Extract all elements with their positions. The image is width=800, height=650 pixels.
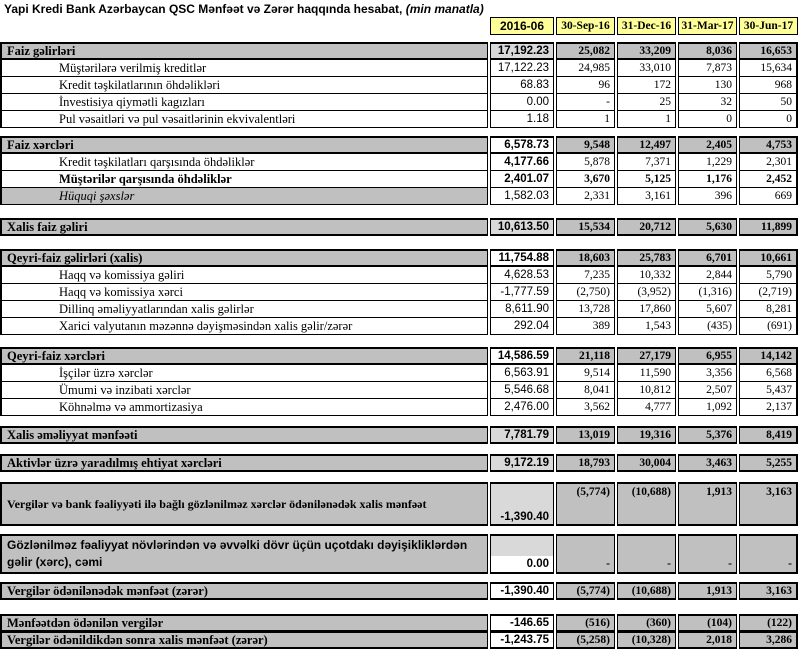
value-cell: (3,952) [617, 283, 676, 301]
value-cell: 2,405 [678, 136, 737, 154]
value-cell: 1,913 [678, 482, 737, 526]
value-cell: 3,356 [678, 364, 737, 382]
table-row [0, 283, 798, 301]
value-cell: 4,777 [617, 398, 676, 416]
value-cell: 15,534 [556, 218, 615, 236]
value-cell: 0.00 [490, 534, 554, 574]
value-cell: 11,590 [617, 364, 676, 382]
table-row [0, 266, 798, 284]
row-label: Haqq və komissiya xərci [0, 283, 488, 301]
value-cell: 7,873 [678, 59, 737, 77]
table-row [0, 249, 798, 267]
row-label: Pul vəsaitləri və pul vəsaitlərinin ekvivalentləri [0, 110, 488, 128]
section-gap [0, 444, 798, 454]
table-row [0, 93, 798, 111]
row-label: Xarici valyutanın məzənnə dəyişməsindən xalis gəlir/zərər [0, 317, 488, 335]
value-cell: 19,316 [617, 426, 676, 444]
value-cell: 4,177.66 [490, 153, 554, 171]
table-row [0, 170, 798, 188]
value-cell: 1,229 [678, 153, 737, 171]
value-cell: 292.04 [490, 317, 554, 335]
value-cell: 1,092 [678, 398, 737, 416]
table-row [0, 187, 798, 205]
section-gap [0, 600, 798, 614]
value-cell: 2,476.00 [490, 398, 554, 416]
section-gap [0, 128, 798, 136]
row-label: İnvestisiya qiymətli kagızları [0, 93, 488, 111]
value-cell: 11,754.88 [490, 249, 554, 267]
value-cell: 33,010 [617, 59, 676, 77]
value-cell: 1 [617, 110, 676, 128]
value-cell: (435) [678, 317, 737, 335]
value-cell: 3,161 [617, 187, 676, 205]
table-row [0, 582, 798, 600]
value-cell: 9,514 [556, 364, 615, 382]
table-row [0, 534, 798, 574]
section-gap [0, 526, 798, 534]
value-cell: -1,777.59 [490, 283, 554, 301]
table-row [0, 136, 798, 154]
value-cell: 18,603 [556, 249, 615, 267]
row-label: Faiz gəlirləri [0, 42, 488, 60]
table-row [0, 398, 798, 416]
row-label: Aktivlər üzrə yaradılmış ehtiyat xərcləri [0, 454, 488, 472]
report-table [0, 42, 800, 649]
row-label: Müştərilər qarşısında öhdəliklər [0, 170, 488, 188]
value-cell: 4,628.53 [490, 266, 554, 284]
value-cell: 8,611.90 [490, 300, 554, 318]
value-cell: 13,728 [556, 300, 615, 318]
value-cell: 1,543 [617, 317, 676, 335]
table-row [0, 76, 798, 94]
value-cell: 130 [678, 76, 737, 94]
value-cell: 3,463 [678, 454, 737, 472]
value-cell: 68.83 [490, 76, 554, 94]
value-cell: 7,235 [556, 266, 615, 284]
value-cell: 16,653 [739, 42, 798, 60]
section-gap [0, 335, 798, 347]
value-cell: 14,142 [739, 347, 798, 365]
value-cell: 25,783 [617, 249, 676, 267]
value-cell: 3,163 [739, 482, 798, 526]
value-cell: 5,607 [678, 300, 737, 318]
value-cell: 24,985 [556, 59, 615, 77]
value-cell: 6,955 [678, 347, 737, 365]
value-cell: (691) [739, 317, 798, 335]
value-cell: -146.65 [490, 614, 554, 632]
value-cell: 9,548 [556, 136, 615, 154]
value-cell: 6,568 [739, 364, 798, 382]
table-row [0, 364, 798, 382]
row-label: Haqq və komissiya gəliri [0, 266, 488, 284]
value-cell: 6,563.91 [490, 364, 554, 382]
value-cell: 50 [739, 93, 798, 111]
table-row [0, 482, 798, 526]
value-cell: 17,860 [617, 300, 676, 318]
row-label: Xalis faiz gəliri [0, 218, 488, 236]
table-row [0, 110, 798, 128]
table-row [0, 426, 798, 444]
value-cell: 968 [739, 76, 798, 94]
row-label: Mənfəətdən ödənilən vergilər [0, 614, 488, 632]
period-header-cell: 31-Dec-16 [617, 17, 676, 35]
value-cell: 0 [739, 110, 798, 128]
value-cell: 25,082 [556, 42, 615, 60]
value-cell: 2,401.07 [490, 170, 554, 188]
value-cell: 3,286 [739, 631, 798, 649]
value-cell: 0 [678, 110, 737, 128]
value-cell: 5,546.68 [490, 381, 554, 399]
value-cell: 8,036 [678, 42, 737, 60]
row-label: Kredit təşkilatları qarşısında öhdəliklər [0, 153, 488, 171]
row-label: Xalis əməliyyat mənfəəti [0, 426, 488, 444]
value-cell: 14,586.59 [490, 347, 554, 365]
row-label: İşçilər üzrə xərclər [0, 364, 488, 382]
row-label: Faiz xərcləri [0, 136, 488, 154]
value-cell: 0.00 [490, 93, 554, 111]
value-cell: (10,688) [617, 582, 676, 600]
value-cell: 10,812 [617, 381, 676, 399]
value-cell: 27,179 [617, 347, 676, 365]
value-cell: 8,419 [739, 426, 798, 444]
table-row [0, 59, 798, 77]
value-cell: 7,371 [617, 153, 676, 171]
value-cell: (122) [739, 614, 798, 632]
value-cell: 1,176 [678, 170, 737, 188]
table-row [0, 614, 798, 632]
value-cell: (10,688) [617, 482, 676, 526]
value-cell: 2,452 [739, 170, 798, 188]
value-cell: 32 [678, 93, 737, 111]
table-row [0, 631, 798, 649]
value-cell: 172 [617, 76, 676, 94]
table-row [0, 218, 798, 236]
value-cell: 18,793 [556, 454, 615, 472]
value-cell: 10,661 [739, 249, 798, 267]
value-cell: 8,041 [556, 381, 615, 399]
value-cell: (516) [556, 614, 615, 632]
value-cell: (2,719) [739, 283, 798, 301]
value-cell: (5,258) [556, 631, 615, 649]
value-cell: 96 [556, 76, 615, 94]
value-cell: 2,301 [739, 153, 798, 171]
value-cell: 7,781.79 [490, 426, 554, 444]
table-row [0, 347, 798, 365]
value-cell: 5,630 [678, 218, 737, 236]
value-cell: 1 [556, 110, 615, 128]
value-cell: 5,376 [678, 426, 737, 444]
value-cell: (360) [617, 614, 676, 632]
value-cell: 5,790 [739, 266, 798, 284]
period-header-cell: 2016-06 [490, 17, 554, 35]
section-gap [0, 472, 798, 482]
value-cell: -1,390.40 [490, 582, 554, 600]
value-cell: - [739, 534, 798, 574]
value-cell: 5,437 [739, 381, 798, 399]
value-cell: 3,163 [739, 582, 798, 600]
value-cell: 389 [556, 317, 615, 335]
report-title [0, 0, 800, 17]
row-label: Vergilər və bank fəaliyyəti ilə bağlı gözlənilməz xərclər ödənilənədək xalis mənfəət [0, 482, 488, 526]
value-cell: 6,578.73 [490, 136, 554, 154]
value-cell: 8,281 [739, 300, 798, 318]
value-cell: 10,613.50 [490, 218, 554, 236]
header-spacer [0, 17, 488, 35]
value-cell: 13,019 [556, 426, 615, 444]
period-header-cell: 30-Sep-16 [556, 17, 615, 35]
row-label: Qeyri-faiz xərcləri [0, 347, 488, 365]
section-gap [0, 236, 798, 249]
table-row [0, 300, 798, 318]
value-cell: 15,634 [739, 59, 798, 77]
section-gap [0, 205, 798, 218]
value-cell: 17,122.23 [490, 59, 554, 77]
value-cell: 20,712 [617, 218, 676, 236]
value-cell: 3,670 [556, 170, 615, 188]
table-row [0, 42, 798, 60]
value-cell: 2,844 [678, 266, 737, 284]
value-cell: 1.18 [490, 110, 554, 128]
value-cell: 30,004 [617, 454, 676, 472]
section-gap [0, 574, 798, 582]
row-label: Hüquqi şəxslər [0, 187, 488, 205]
row-label: Ümumi və inzibati xərclər [0, 381, 488, 399]
value-cell: 5,125 [617, 170, 676, 188]
value-cell: 17,192.23 [490, 42, 554, 60]
value-cell: 5,878 [556, 153, 615, 171]
report-unit-note: (min manatla) [405, 2, 484, 16]
value-cell: 2,507 [678, 381, 737, 399]
value-cell: 5,255 [739, 454, 798, 472]
value-cell: (2,750) [556, 283, 615, 301]
value-cell: (5,774) [556, 582, 615, 600]
table-row [0, 153, 798, 171]
value-cell: 1,582.03 [490, 187, 554, 205]
value-cell: - [556, 93, 615, 111]
value-cell: 2,018 [678, 631, 737, 649]
value-cell: 21,118 [556, 347, 615, 365]
value-cell: 4,753 [739, 136, 798, 154]
table-row [0, 454, 798, 472]
row-label: Müştərilərə verilmiş kreditlər [0, 59, 488, 77]
value-cell: - [617, 534, 676, 574]
value-cell: 6,701 [678, 249, 737, 267]
row-label: Köhnəlmə və ammortizasiya [0, 398, 488, 416]
value-cell: 11,899 [739, 218, 798, 236]
period-header-cell: 30-Jun-17 [739, 17, 798, 35]
value-cell: 3,562 [556, 398, 615, 416]
period-header-row [0, 17, 798, 35]
value-cell: 396 [678, 187, 737, 205]
value-cell: 669 [739, 187, 798, 205]
value-cell: 1,913 [678, 582, 737, 600]
row-label: Gözlənilməz fəaliyyat növlərindən və əvvəlki dövr üçün uçotdakı dəyişikliklərdən gəlir (xərc), cəmi [0, 534, 488, 574]
value-cell: (10,328) [617, 631, 676, 649]
row-label: Dillinq əməliyyatlarından xalis gəlirlər [0, 300, 488, 318]
value-cell: 33,209 [617, 42, 676, 60]
value-cell: -1,390.40 [490, 482, 554, 526]
value-cell: (5,774) [556, 482, 615, 526]
value-cell: - [678, 534, 737, 574]
value-cell: 12,497 [617, 136, 676, 154]
value-cell: 2,331 [556, 187, 615, 205]
value-cell: 9,172.19 [490, 454, 554, 472]
row-label: Kredit təşkilatlarının öhdəlikləri [0, 76, 488, 94]
table-row [0, 381, 798, 399]
period-header-cell: 31-Mar-17 [678, 17, 737, 35]
value-cell: (1,316) [678, 283, 737, 301]
row-label: Vergilər ödənildikdən sonra xalis mənfəət (zərər) [0, 631, 488, 649]
value-cell: 10,332 [617, 266, 676, 284]
report-title-text: Yapi Kredi Bank Azərbaycan QSC Mənfəət və Zərər haqqında hesabat, [4, 2, 403, 16]
row-label: Qeyri-faiz gəlirləri (xalis) [0, 249, 488, 267]
section-gap [0, 416, 798, 426]
value-cell: (104) [678, 614, 737, 632]
table-row [0, 317, 798, 335]
row-label: Vergilər ödənilənədək mənfəət (zərər) [0, 582, 488, 600]
value-cell: 2,137 [739, 398, 798, 416]
value-cell: 25 [617, 93, 676, 111]
value-cell: - [556, 534, 615, 574]
value-cell: -1,243.75 [490, 631, 554, 649]
